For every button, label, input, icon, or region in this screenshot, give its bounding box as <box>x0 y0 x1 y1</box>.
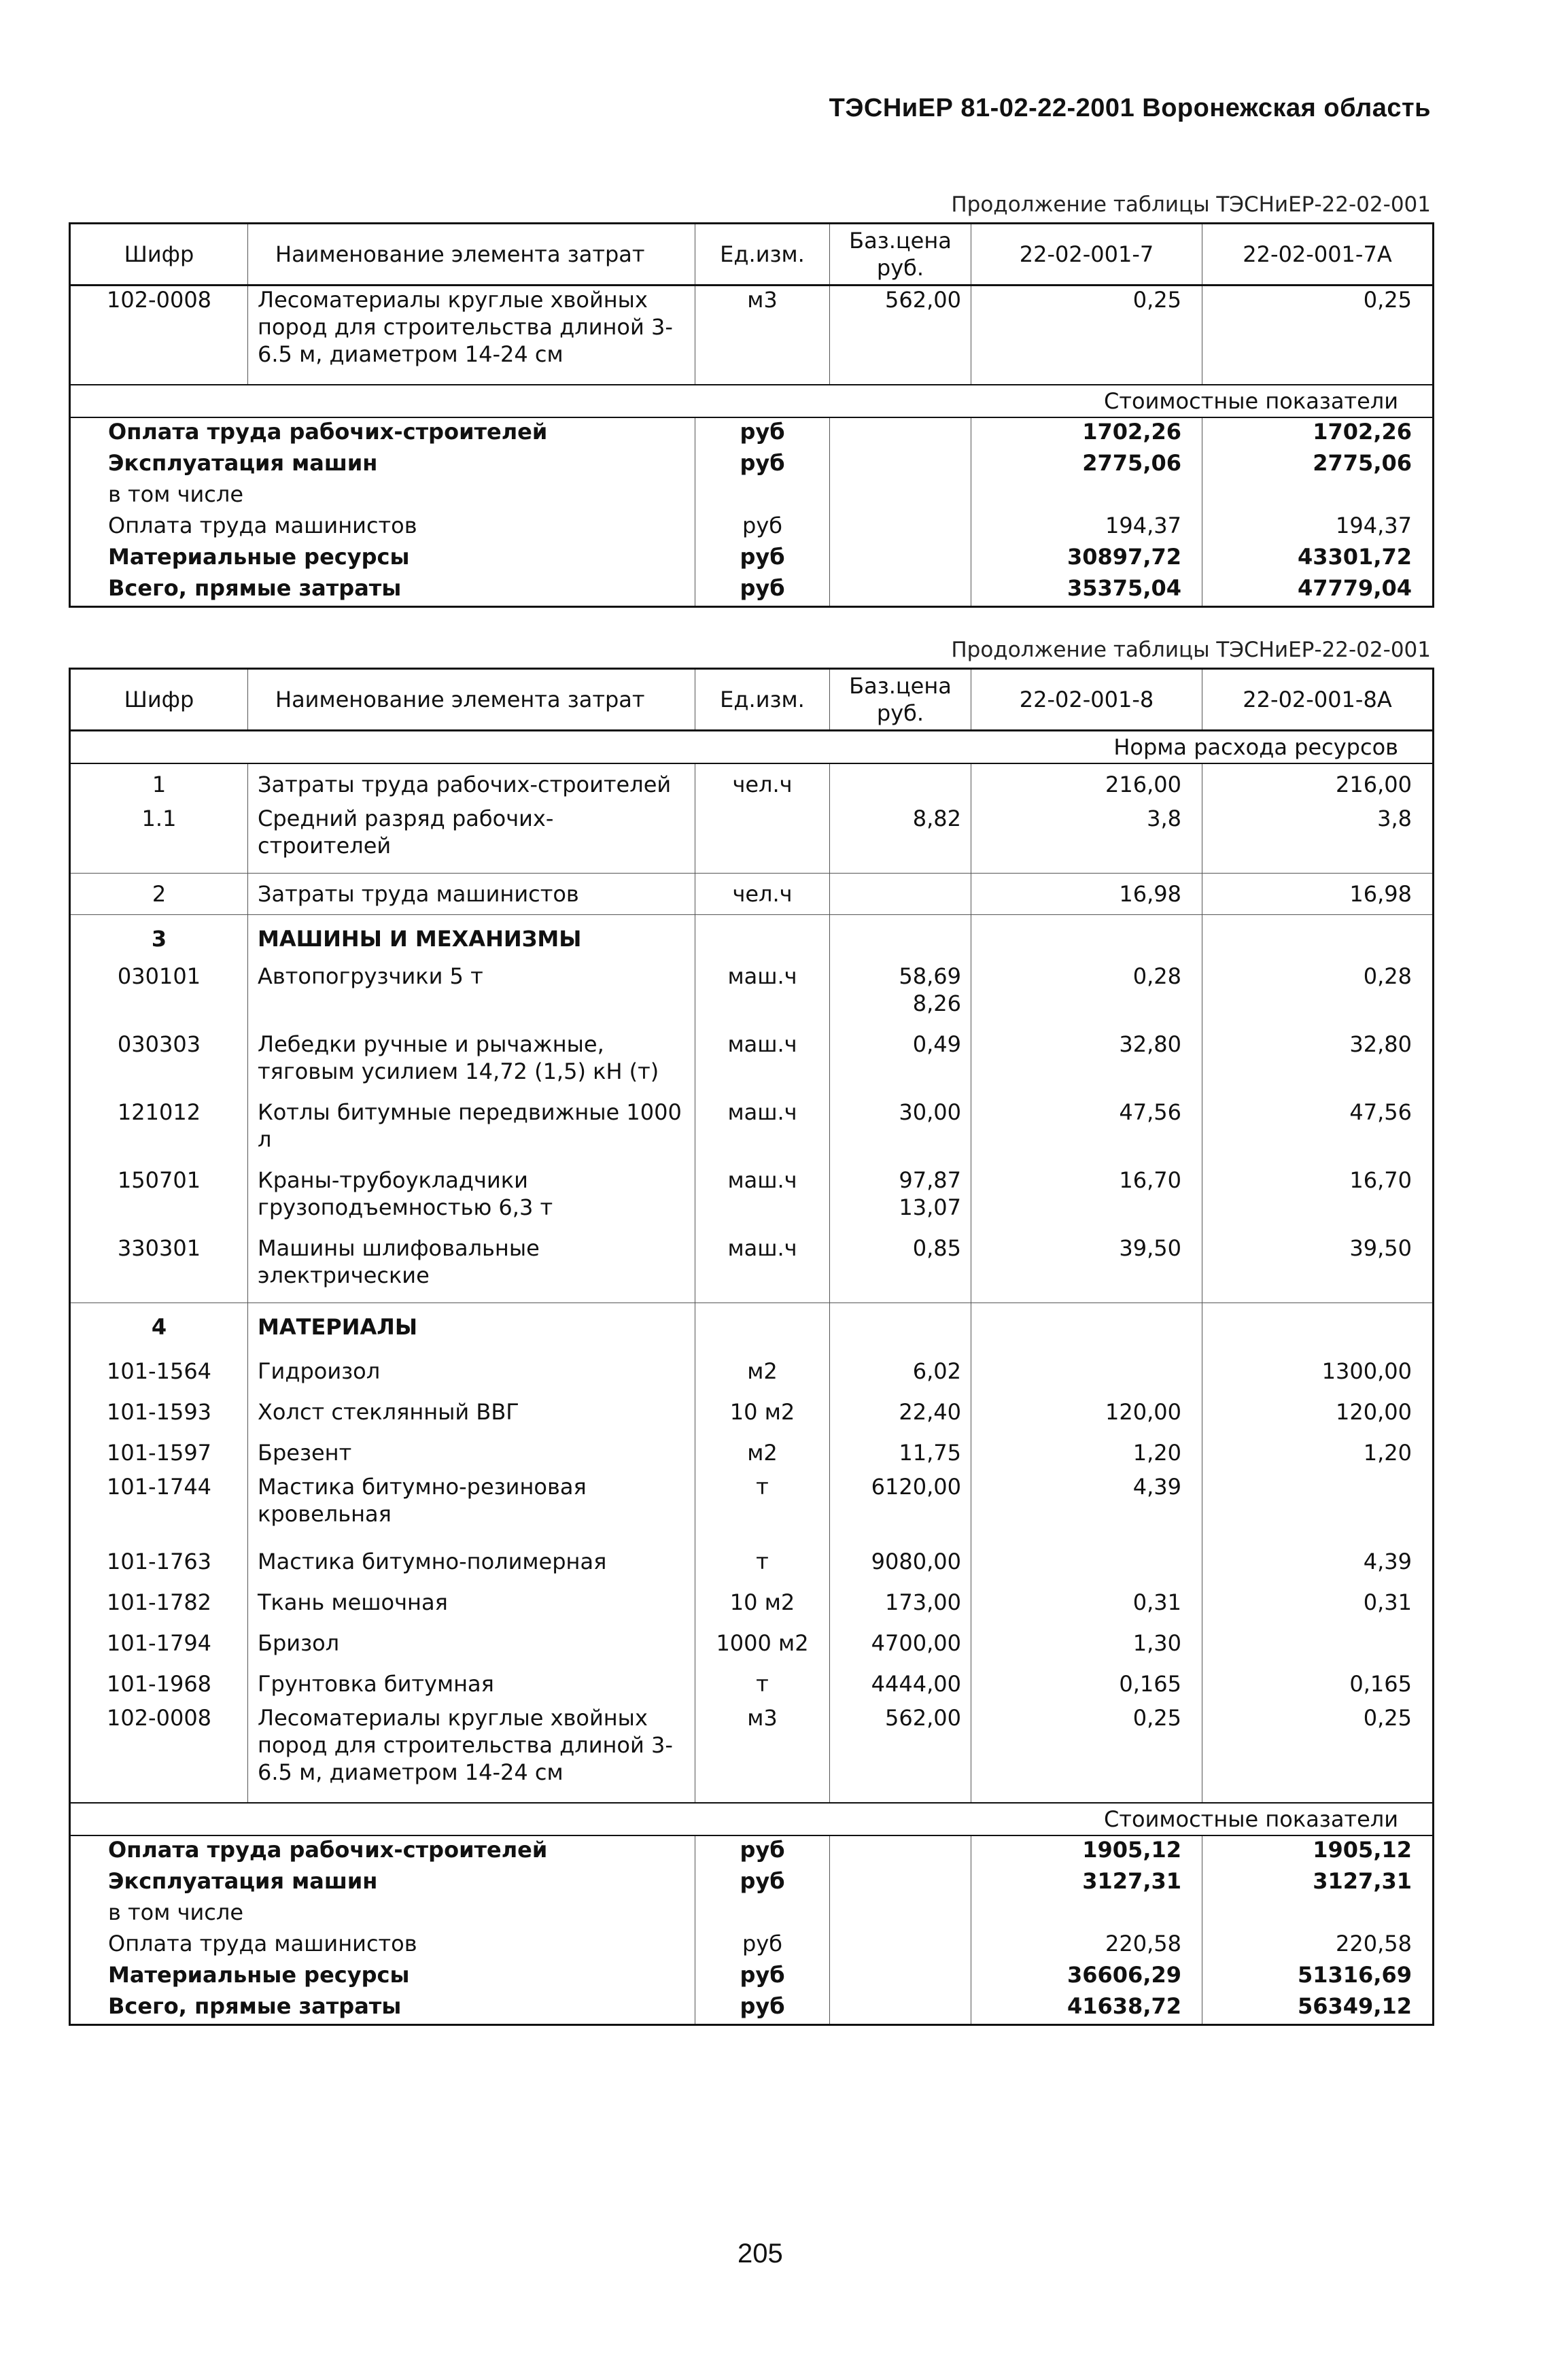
summary-value-a: 35375,04 <box>971 574 1202 607</box>
row-price-secondary: 13,07 <box>899 1194 961 1220</box>
row-code: 101-1782 <box>70 1582 248 1623</box>
row-unit: маш.ч <box>695 1099 830 1167</box>
table-row <box>70 1351 1434 1392</box>
col-header-price: Баз.цена руб. <box>830 669 971 731</box>
summary-name: в том числе <box>70 481 695 512</box>
col-header-code: Шифр <box>70 224 248 286</box>
row-name: Гидроизол <box>248 1351 695 1392</box>
group-cell <box>1202 1303 1434 1351</box>
group-row <box>70 915 1434 963</box>
row-unit <box>695 805 830 874</box>
summary-unit <box>695 481 830 512</box>
spacer-cell <box>830 368 971 385</box>
row-price-value: 58,69 <box>899 963 961 989</box>
row-value-a: 16,98 <box>971 874 1202 915</box>
summary-value-b: 1905,12 <box>1313 1837 1412 1863</box>
section-label: Норма расхода ресурсов <box>70 731 1434 764</box>
table-row <box>70 1099 1434 1167</box>
row-code: 330301 <box>70 1235 248 1303</box>
group-name: МАТЕРИАЛЫ <box>248 1303 695 1351</box>
summary-price <box>830 481 971 512</box>
summary-price <box>830 1961 971 1993</box>
summary-row <box>70 574 1434 607</box>
row-name: Мастика битумно-полимерная <box>248 1541 695 1582</box>
row-price <box>830 1704 971 1786</box>
row-price <box>830 1541 971 1582</box>
group-row <box>70 1303 1434 1351</box>
section-label: Стоимостные показатели <box>70 385 1434 417</box>
row-code: 1 <box>70 763 248 805</box>
row-value-a <box>971 1541 1202 1582</box>
summary-name: Эксплуатация машин <box>70 1867 695 1899</box>
summary-unit: руб <box>695 417 830 449</box>
table-row <box>70 1704 1434 1786</box>
row-value-a: 32,80 <box>971 1031 1202 1099</box>
summary-unit: руб <box>695 1993 830 2025</box>
row-code: 101-1968 <box>70 1663 248 1704</box>
col-header-code: Шифр <box>70 669 248 731</box>
row-price <box>830 963 971 1031</box>
summary-unit: руб <box>695 543 830 574</box>
row-value-b: 0,28 <box>1363 963 1412 989</box>
row-value-b: 1,20 <box>1363 1440 1412 1466</box>
summary-row <box>70 1835 1434 1867</box>
summary-value-a: 2775,06 <box>971 449 1202 481</box>
spacer-cell <box>1202 368 1434 385</box>
group-code: 3 <box>70 915 248 963</box>
spacer-cell <box>830 1786 971 1803</box>
spacer-cell <box>971 368 1202 385</box>
table-row <box>70 963 1434 1031</box>
summary-value-b: 56349,12 <box>1202 1993 1434 2025</box>
row-value-a: 4,39 <box>971 1473 1202 1541</box>
row-value-a: 16,70 <box>971 1167 1202 1235</box>
group-cell <box>1202 915 1434 963</box>
col-header-name: Наименование элемента затрат <box>248 224 695 286</box>
table-row <box>70 1432 1434 1473</box>
group-cell <box>971 1303 1202 1351</box>
row-name: Ткань мешочная <box>248 1582 695 1623</box>
summary-name: Материальные ресурсы <box>70 1961 695 1993</box>
row-value-a: 39,50 <box>971 1235 1202 1303</box>
summary-unit: руб <box>695 1961 830 1993</box>
table1-body <box>70 286 1434 607</box>
row-value-a: 0,28 <box>971 963 1202 1031</box>
summary-row <box>70 1930 1434 1961</box>
section-row <box>70 1803 1434 1835</box>
table-row <box>70 1582 1434 1623</box>
row-code: 030101 <box>70 963 248 1031</box>
section-row <box>70 385 1434 417</box>
summary-value-a: 194,37 <box>971 512 1202 543</box>
row-value-a: 0,25 <box>971 286 1202 368</box>
row-price-value: 30,00 <box>899 1099 961 1125</box>
spacer-cell <box>971 1786 1202 1803</box>
row-name: Средний разряд рабочих-строителей <box>248 805 695 874</box>
summary-value-a: 30897,72 <box>971 543 1202 574</box>
row-value-b: 1300,00 <box>1321 1358 1412 1384</box>
row-value-b: 216,00 <box>1336 772 1412 797</box>
row-price-secondary: 8,26 <box>912 990 961 1016</box>
row-name: Лесоматериалы круглые хвойных пород для строительства длиной 3-6.5 м, диаметром 14-24 см <box>248 1704 695 1786</box>
group-cell <box>695 915 830 963</box>
table-row <box>70 1541 1434 1582</box>
row-code: 101-1593 <box>70 1392 248 1432</box>
row-price <box>830 1392 971 1432</box>
row-price-value: 4444,00 <box>871 1671 961 1697</box>
table1-header-row <box>70 224 1434 286</box>
row-unit: маш.ч <box>695 1167 830 1235</box>
summary-value-b: 3127,31 <box>1313 1868 1412 1894</box>
row-code: 101-1597 <box>70 1432 248 1473</box>
summary-value-b: 47779,04 <box>1202 574 1434 607</box>
row-value-a: 216,00 <box>971 763 1202 805</box>
row-value-a: 0,165 <box>971 1663 1202 1704</box>
spacer-cell <box>248 1786 695 1803</box>
row-price-value: 6,02 <box>912 1358 961 1384</box>
col-header-a: 22-02-001-7 <box>971 224 1202 286</box>
row-code: 101-1794 <box>70 1623 248 1663</box>
spacer-cell <box>248 368 695 385</box>
row-name: Автопогрузчики 5 т <box>248 963 695 1031</box>
row-value-b <box>1202 1473 1434 1541</box>
summary-unit: руб <box>695 449 830 481</box>
summary-name: Эксплуатация машин <box>70 449 695 481</box>
summary-name: Материальные ресурсы <box>70 543 695 574</box>
row-price-value: 9080,00 <box>871 1549 961 1574</box>
table-row <box>70 805 1434 874</box>
row-value-b: 0,165 <box>1349 1671 1412 1697</box>
row-unit: чел.ч <box>695 763 830 805</box>
table-row <box>70 1167 1434 1235</box>
row-name: Бризол <box>248 1623 695 1663</box>
summary-price <box>830 1993 971 2025</box>
table2-caption: Продолжение таблицы ТЭСНиЕР-22-02-001 <box>951 638 1431 662</box>
summary-row <box>70 543 1434 574</box>
summary-value-b <box>1202 1899 1434 1930</box>
summary-unit: руб <box>695 1930 830 1961</box>
group-name: МАШИНЫ И МЕХАНИЗМЫ <box>248 915 695 963</box>
spacer-cell <box>695 1786 830 1803</box>
table-22-02-001-7 <box>69 222 1434 608</box>
col-header-unit: Ед.изм. <box>695 669 830 731</box>
summary-name: в том числе <box>70 1899 695 1930</box>
row-code: 030303 <box>70 1031 248 1099</box>
row-unit: т <box>695 1473 830 1541</box>
row-price <box>830 805 971 874</box>
row-unit: м2 <box>695 1432 830 1473</box>
summary-value-a <box>971 1899 1202 1930</box>
row-price <box>830 286 971 368</box>
group-cell <box>695 1303 830 1351</box>
spacer-cell <box>1202 1786 1434 1803</box>
row-price <box>830 1099 971 1167</box>
summary-row <box>70 1899 1434 1930</box>
summary-value-a <box>971 481 1202 512</box>
row-value-b: 3,8 <box>1377 806 1412 831</box>
row-value-a: 0,31 <box>971 1582 1202 1623</box>
row-value-b: 0,25 <box>1363 287 1412 313</box>
row-unit: т <box>695 1663 830 1704</box>
row-name: Холст стеклянный ВВГ <box>248 1392 695 1432</box>
summary-row <box>70 481 1434 512</box>
table-22-02-001-8 <box>69 668 1434 2026</box>
row-price <box>830 1031 971 1099</box>
row-value-b: 47,56 <box>1349 1099 1412 1125</box>
row-price <box>830 1235 971 1303</box>
row-value-a: 0,25 <box>971 1704 1202 1786</box>
row-code: 2 <box>70 874 248 915</box>
summary-price <box>830 512 971 543</box>
summary-unit: руб <box>695 1835 830 1867</box>
row-price <box>830 1351 971 1392</box>
summary-price <box>830 1867 971 1899</box>
summary-value-a: 1702,26 <box>971 417 1202 449</box>
row-value-b <box>1202 1623 1434 1663</box>
summary-value-a: 36606,29 <box>971 1961 1202 1993</box>
group-cell <box>830 915 971 963</box>
row-name: Грунтовка битумная <box>248 1663 695 1704</box>
table-row <box>70 1663 1434 1704</box>
summary-value-a: 1905,12 <box>971 1835 1202 1867</box>
row-value-b: 32,80 <box>1349 1031 1412 1057</box>
col-header-a: 22-02-001-8 <box>971 669 1202 731</box>
summary-price <box>830 417 971 449</box>
row-name: Лесоматериалы круглые хвойных пород для строительства длиной 3-6.5 м, диаметром 14-24 см <box>248 286 695 368</box>
row-price <box>830 1432 971 1473</box>
summary-price <box>830 574 971 607</box>
row-unit: м2 <box>695 1351 830 1392</box>
row-price <box>830 1623 971 1663</box>
summary-name: Всего, прямые затраты <box>70 1993 695 2025</box>
row-price-value: 0,85 <box>912 1235 961 1261</box>
row-value-b: 39,50 <box>1349 1235 1412 1261</box>
row-price <box>830 1473 971 1541</box>
row-value-a: 47,56 <box>971 1099 1202 1167</box>
row-value-b: 16,98 <box>1202 874 1434 915</box>
summary-unit: руб <box>695 574 830 607</box>
row-name: Затраты труда машинистов <box>248 874 695 915</box>
row-unit: 10 м2 <box>695 1582 830 1623</box>
summary-row <box>70 1993 1434 2025</box>
summary-price <box>830 449 971 481</box>
summary-value-a: 41638,72 <box>971 1993 1202 2025</box>
row-name: Лебедки ручные и рычажные, тяговым усилием 14,72 (1,5) кН (т) <box>248 1031 695 1099</box>
row-price-value: 562,00 <box>885 287 961 313</box>
row-value-b: 4,39 <box>1363 1549 1412 1574</box>
row-value-b: 0,25 <box>1363 1705 1412 1731</box>
row-unit: маш.ч <box>695 963 830 1031</box>
row-value-b: 16,70 <box>1349 1167 1412 1193</box>
row-code: 101-1763 <box>70 1541 248 1582</box>
row-price-value: 97,87 <box>899 1167 961 1193</box>
row-code: 101-1744 <box>70 1473 248 1541</box>
summary-name: Оплата труда машинистов <box>70 512 695 543</box>
document-header: ТЭСНиЕР 81-02-22-2001 Воронежская область <box>829 94 1431 122</box>
row-name: Краны-трубоукладчики грузоподъемностью 6,3 т <box>248 1167 695 1235</box>
summary-name: Оплата труда машинистов <box>70 1930 695 1961</box>
summary-value-a: 220,58 <box>971 1930 1202 1961</box>
summary-value-b: 2775,06 <box>1313 450 1412 476</box>
row-price-value: 8,82 <box>912 806 961 831</box>
summary-value-b: 1702,26 <box>1313 419 1412 445</box>
row-price-value: 4700,00 <box>871 1630 961 1656</box>
summary-price <box>830 1835 971 1867</box>
spacer-cell <box>70 368 248 385</box>
row-code: 102-0008 <box>70 286 248 368</box>
spacer-cell <box>70 1786 248 1803</box>
table-row <box>70 1473 1434 1541</box>
col-header-price: Баз.цена руб. <box>830 224 971 286</box>
summary-value-b: 194,37 <box>1336 513 1412 538</box>
table2-body <box>70 731 1434 2025</box>
row-value-a: 3,8 <box>971 805 1202 874</box>
summary-name: Оплата труда рабочих-строителей <box>70 417 695 449</box>
table-row <box>70 763 1434 805</box>
row-unit: м3 <box>695 286 830 368</box>
summary-value-b: 51316,69 <box>1297 1962 1412 1988</box>
row-price-value: 11,75 <box>899 1440 961 1466</box>
row-price <box>830 1663 971 1704</box>
summary-row <box>70 1867 1434 1899</box>
group-cell <box>971 915 1202 963</box>
row-code: 102-0008 <box>70 1704 248 1786</box>
row-value-a <box>971 1351 1202 1392</box>
summary-price <box>830 1930 971 1961</box>
summary-value-b: 220,58 <box>1336 1931 1412 1956</box>
summary-price <box>830 1899 971 1930</box>
summary-row <box>70 449 1434 481</box>
summary-name: Оплата труда рабочих-строителей <box>70 1835 695 1867</box>
row-name: Брезент <box>248 1432 695 1473</box>
row-value-a: 1,20 <box>971 1432 1202 1473</box>
summary-value-b <box>1202 481 1434 512</box>
group-code: 4 <box>70 1303 248 1351</box>
table-row <box>70 1392 1434 1432</box>
row-name: Котлы битумные передвижные 1000 л <box>248 1099 695 1167</box>
spacer-row <box>70 1786 1434 1803</box>
row-price <box>830 1582 971 1623</box>
row-unit: 1000 м2 <box>695 1623 830 1663</box>
summary-value-a: 3127,31 <box>971 1867 1202 1899</box>
row-value-b: 120,00 <box>1336 1399 1412 1425</box>
row-code: 150701 <box>70 1167 248 1235</box>
section-label: Стоимостные показатели <box>70 1803 1434 1835</box>
row-price-value: 562,00 <box>885 1705 961 1731</box>
table2-header-row <box>70 669 1434 731</box>
row-price-value: 0,49 <box>912 1031 961 1057</box>
row-name: Машины шлифовальные электрические <box>248 1235 695 1303</box>
spacer-row <box>70 368 1434 385</box>
col-header-unit: Ед.изм. <box>695 224 830 286</box>
spacer-cell <box>695 368 830 385</box>
summary-name: Всего, прямые затраты <box>70 574 695 607</box>
row-unit: т <box>695 1541 830 1582</box>
row-unit: чел.ч <box>695 874 830 915</box>
row-name: Затраты труда рабочих-строителей <box>248 763 695 805</box>
summary-row <box>70 512 1434 543</box>
row-code: 101-1564 <box>70 1351 248 1392</box>
summary-value-b: 43301,72 <box>1297 544 1412 570</box>
summary-price <box>830 543 971 574</box>
table-row <box>70 1031 1434 1099</box>
col-header-name: Наименование элемента затрат <box>248 669 695 731</box>
summary-unit: руб <box>695 1867 830 1899</box>
row-value-a: 120,00 <box>971 1392 1202 1432</box>
col-header-b: 22-02-001-7А <box>1202 224 1434 286</box>
table-row <box>70 874 1434 915</box>
summary-row <box>70 417 1434 449</box>
row-value-a: 1,30 <box>971 1623 1202 1663</box>
row-price-value: 173,00 <box>885 1589 961 1615</box>
row-unit: маш.ч <box>695 1235 830 1303</box>
row-unit: м3 <box>695 1704 830 1786</box>
table-row <box>70 286 1434 368</box>
row-price <box>830 1167 971 1235</box>
row-price <box>830 874 971 915</box>
summary-unit <box>695 1899 830 1930</box>
row-price-value: 6120,00 <box>871 1474 961 1500</box>
table-row <box>70 1623 1434 1663</box>
col-header-b: 22-02-001-8А <box>1202 669 1434 731</box>
row-price <box>830 763 971 805</box>
row-name: Мастика битумно-резиновая кровельная <box>248 1473 695 1541</box>
page-number: 205 <box>738 2239 783 2269</box>
summary-row <box>70 1961 1434 1993</box>
row-unit: 10 м2 <box>695 1392 830 1432</box>
section-row <box>70 731 1434 764</box>
row-unit: маш.ч <box>695 1031 830 1099</box>
table-row <box>70 1235 1434 1303</box>
row-code: 121012 <box>70 1099 248 1167</box>
group-cell <box>830 1303 971 1351</box>
row-value-b: 0,31 <box>1363 1589 1412 1615</box>
table1-caption: Продолжение таблицы ТЭСНиЕР-22-02-001 <box>951 192 1431 217</box>
summary-unit: руб <box>695 512 830 543</box>
row-code: 1.1 <box>70 805 248 874</box>
row-price-value: 22,40 <box>899 1399 961 1425</box>
